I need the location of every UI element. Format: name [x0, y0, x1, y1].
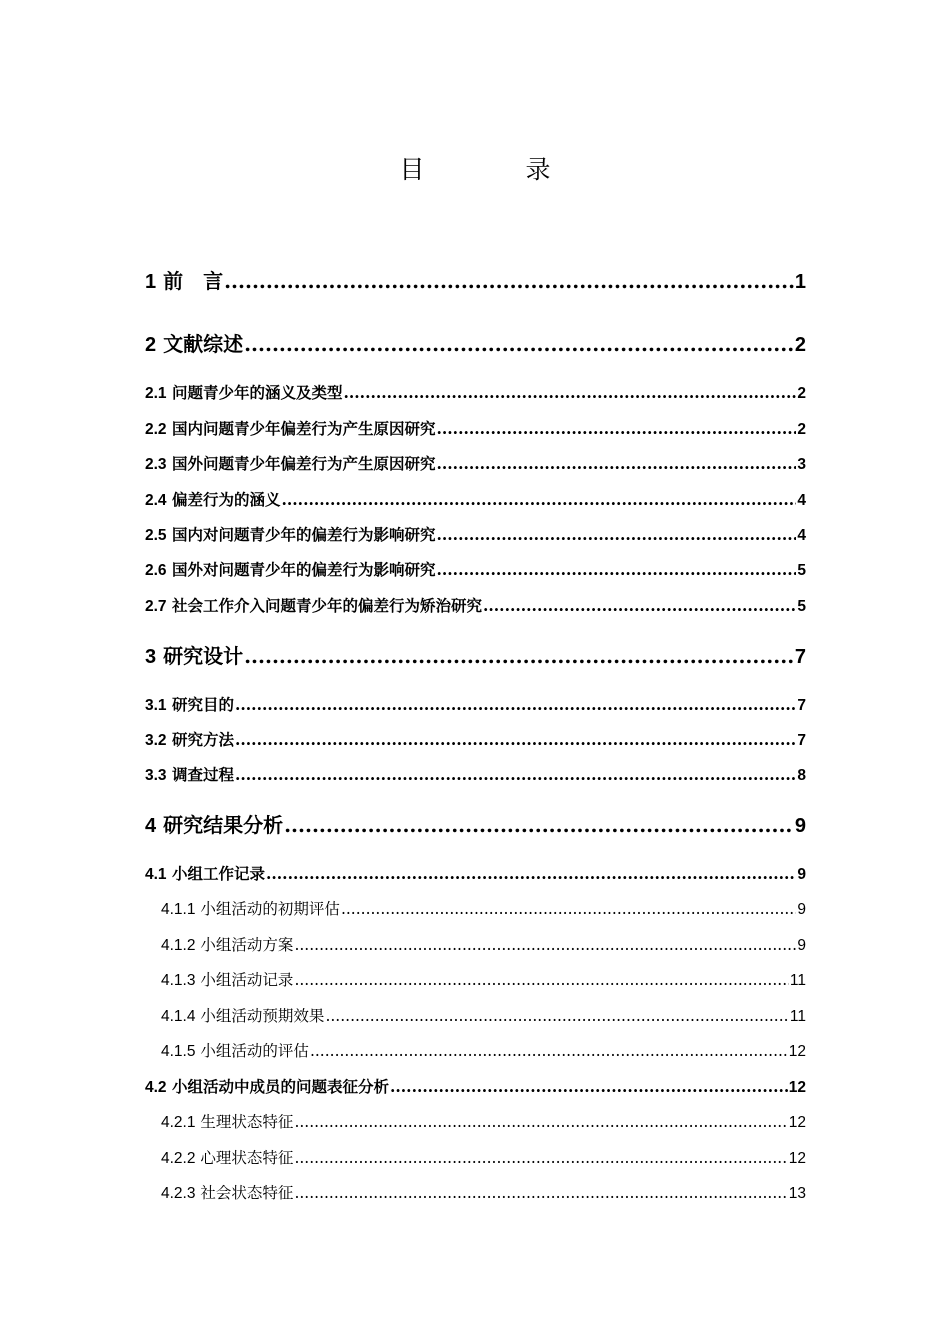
toc-entry[interactable] [145, 641, 806, 671]
toc-entry-number: 2.6 [145, 562, 167, 579]
toc-entry-label [161, 1039, 309, 1064]
toc-entry[interactable] [161, 897, 806, 921]
toc-entry-text: 小组活动中成员的问题表征分析 [171, 1077, 389, 1096]
toc-entry-number: 4.1.5 [161, 1043, 196, 1060]
toc-entry-text: 小组活动预期效果 [200, 1007, 325, 1025]
toc-dot-leader [294, 933, 796, 957]
toc-entry-text: 问题青少年的涵义及类型 [171, 383, 343, 402]
toc-entry[interactable] [145, 488, 806, 512]
toc-entry-text: 研究结果分析 [163, 813, 284, 837]
toc-dot-leader [436, 452, 796, 476]
toc-dot-leader [310, 1039, 788, 1063]
toc-dot-leader [224, 266, 794, 296]
toc-entry-text: 小组活动记录 [200, 971, 294, 989]
toc-entry-label [145, 266, 223, 297]
toc-entry-page: 11 [789, 972, 806, 989]
toc-dot-leader [294, 968, 788, 992]
toc-entry-text: 国外对问题青少年的偏差行为影响研究 [171, 560, 436, 579]
toc-entry-label [145, 810, 283, 841]
toc-entry-page: 7 [797, 732, 806, 749]
toc-dot-leader [235, 763, 796, 787]
toc-entry-number: 4.2.2 [161, 1150, 196, 1167]
toc-entry-label [161, 1146, 293, 1171]
toc-entry-text: 国外问题青少年偏差行为产生原因研究 [171, 454, 436, 473]
toc-entry-number: 4.2.1 [161, 1114, 196, 1131]
toc-entry-page: 5 [797, 598, 806, 615]
toc-entry[interactable] [145, 523, 806, 547]
toc-entry[interactable] [145, 594, 806, 618]
toc-entry-text: 调查过程 [171, 765, 234, 784]
toc-entry-text: 偏差行为的涵义 [171, 490, 281, 509]
toc-entry-text: 小组活动方案 [200, 936, 294, 954]
toc-entry-page: 9 [797, 901, 806, 918]
toc-entry[interactable] [161, 968, 806, 992]
toc-entry-label [145, 523, 435, 548]
toc-entry-label [145, 862, 265, 887]
toc-entry[interactable] [145, 381, 806, 405]
toc-dot-leader [281, 488, 796, 512]
toc-entry-page: 12 [788, 1150, 806, 1167]
toc-dot-leader [436, 558, 796, 582]
toc-entry-page: 8 [797, 767, 806, 784]
toc-entry[interactable] [145, 763, 806, 787]
toc-entry[interactable] [145, 452, 806, 476]
toc-entry[interactable] [161, 1110, 806, 1134]
toc-entry-number: 4.2.3 [161, 1185, 196, 1202]
toc-entry-label [161, 968, 293, 993]
toc-entry-label [145, 763, 234, 788]
toc-dot-leader [325, 1004, 788, 1028]
toc-entry-label [161, 1110, 293, 1135]
toc-dot-leader [390, 1075, 788, 1099]
toc-title: 目 录 [399, 155, 589, 184]
toc-entry-page: 12 [788, 1114, 806, 1131]
toc-entry-label [145, 329, 243, 360]
toc-entry-number: 1 [145, 271, 157, 293]
toc-entry-text: 国内问题青少年偏差行为产生原因研究 [171, 419, 436, 438]
toc-entry-number: 4.1.3 [161, 972, 196, 989]
toc-entry[interactable] [145, 417, 806, 441]
toc-entry-label [145, 417, 435, 442]
toc-entry-number: 4.1.4 [161, 1008, 196, 1025]
toc-entry-text: 国内对问题青少年的偏差行为影响研究 [171, 525, 436, 544]
toc-entry-page: 9 [797, 866, 806, 883]
toc-entry-page: 13 [788, 1185, 806, 1202]
toc-dot-leader [294, 1181, 787, 1205]
toc-entry-label [145, 594, 482, 619]
toc-entry-page: 9 [794, 815, 806, 837]
toc-entry-number: 2.2 [145, 421, 167, 438]
toc-entry[interactable] [145, 862, 806, 886]
toc-entry-number: 4.1 [145, 866, 167, 883]
toc-dot-leader [244, 641, 794, 671]
toc-entry-number: 4.1.1 [161, 901, 196, 918]
toc-dot-leader [235, 728, 796, 752]
toc-entry-page: 12 [788, 1079, 806, 1096]
toc-entry-page: 3 [797, 456, 806, 473]
toc-entry-page: 12 [788, 1043, 806, 1060]
toc-dot-leader [341, 897, 796, 921]
toc-entry-text: 研究方法 [171, 730, 234, 749]
toc-entry-number: 2.1 [145, 385, 167, 402]
toc-entry-label [161, 933, 293, 958]
toc-entry-number: 2.3 [145, 456, 167, 473]
toc-dot-leader [244, 329, 794, 359]
toc-entry-text: 小组活动的评估 [200, 1042, 309, 1060]
toc-entry-text: 研究目的 [171, 695, 234, 714]
toc-entry-page: 7 [797, 697, 806, 714]
toc-entry-text: 小组工作记录 [171, 864, 265, 883]
toc-entry-label [161, 897, 340, 922]
toc-entry-page: 9 [797, 937, 806, 954]
toc-entry-page: 1 [794, 271, 806, 293]
toc-entry-text: 生理状态特征 [200, 1113, 294, 1131]
toc-entry-page: 4 [797, 492, 806, 509]
toc-entry-label [145, 452, 435, 477]
toc-entry-number: 2.4 [145, 492, 167, 509]
toc-entry[interactable] [161, 1146, 806, 1170]
toc-entry[interactable] [161, 1181, 806, 1205]
toc-entry-number: 4 [145, 815, 157, 837]
toc-dot-leader [266, 862, 796, 886]
toc-entry-label [145, 728, 234, 753]
toc-entry[interactable] [145, 693, 806, 717]
toc-entry-page: 2 [797, 421, 806, 438]
toc-entry[interactable] [161, 1039, 806, 1063]
toc-dot-leader [294, 1146, 787, 1170]
toc-entry-label [145, 641, 243, 672]
toc-entry-text: 文献综述 [163, 332, 244, 356]
toc-entry-number: 3.3 [145, 767, 167, 784]
toc-entry-label [145, 488, 280, 513]
toc-entry-page: 7 [794, 646, 806, 668]
toc-entry[interactable] [161, 1004, 806, 1028]
toc-entry-label [161, 1181, 293, 1206]
toc-entry[interactable] [145, 558, 806, 582]
toc-dot-leader [436, 523, 796, 547]
toc-dot-leader [436, 417, 796, 441]
toc-entry-text: 研究设计 [163, 644, 244, 668]
toc-entry-page: 11 [789, 1008, 806, 1025]
toc-entry-number: 4.1.2 [161, 937, 196, 954]
toc-entry-number: 3.2 [145, 732, 167, 749]
toc-entry-text: 小组活动的初期评估 [200, 900, 340, 918]
toc-entry-label [145, 381, 342, 406]
toc-entry-text: 前 言 [163, 269, 224, 293]
toc-entry-label [145, 558, 435, 583]
toc-dot-leader [483, 594, 796, 618]
toc-entry-number: 4.2 [145, 1079, 167, 1096]
toc-entry-number: 3 [145, 646, 157, 668]
toc-entry[interactable] [145, 728, 806, 752]
toc-entry-page: 5 [797, 562, 806, 579]
toc-entry-label [145, 693, 234, 718]
toc-entry[interactable] [145, 329, 806, 359]
toc-dot-leader [284, 810, 794, 840]
toc-entry-page: 2 [794, 334, 806, 356]
toc-entry-page: 4 [797, 527, 806, 544]
toc-dot-leader [343, 381, 796, 405]
toc-dot-leader [235, 693, 796, 717]
toc-entry[interactable] [145, 810, 806, 840]
toc-entry-label [161, 1004, 324, 1029]
toc-entry[interactable] [161, 933, 806, 957]
toc-entry-number: 2.5 [145, 527, 167, 544]
toc-entry-number: 2.7 [145, 598, 167, 615]
toc-dot-leader [294, 1110, 787, 1134]
toc-entry-text: 社会状态特征 [200, 1184, 294, 1202]
toc-entry-number: 3.1 [145, 697, 167, 714]
toc-entry-page: 2 [797, 385, 806, 402]
toc-entry-text: 社会工作介入问题青少年的偏差行为矫治研究 [171, 596, 482, 615]
toc-entry-text: 心理状态特征 [200, 1149, 294, 1167]
toc-entry[interactable] [145, 1075, 806, 1099]
toc-entry-number: 2 [145, 334, 157, 356]
toc-entry-label [145, 1075, 389, 1100]
toc-entry[interactable] [145, 266, 806, 296]
